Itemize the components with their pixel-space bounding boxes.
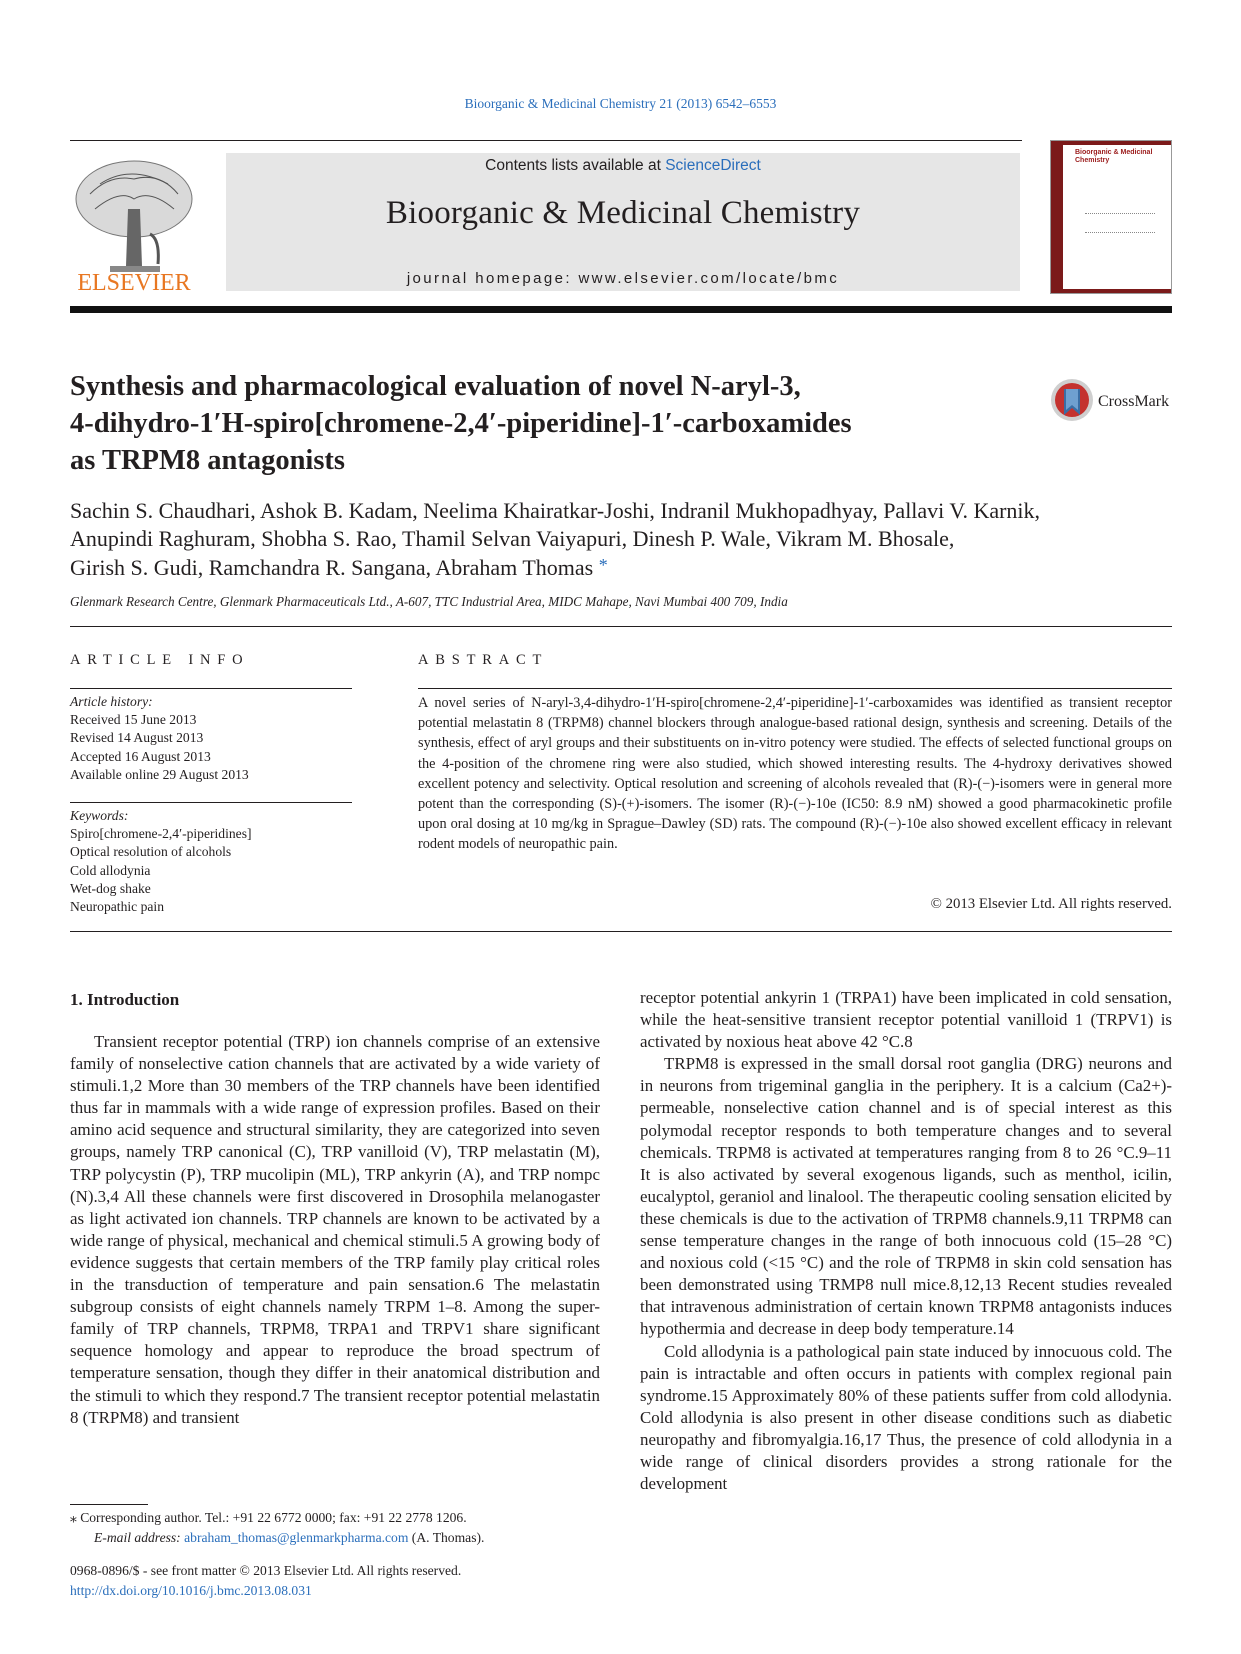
journal-citation-link[interactable]: Bioorganic & Medicinal Chemistry 21 (2013) 6542–6553 bbox=[464, 96, 777, 111]
elsevier-wordmark: ELSEVIER bbox=[77, 270, 191, 294]
keywords-rule bbox=[70, 802, 352, 803]
intro-paragraph-1-continued: receptor potential ankyrin 1 (TRPA1) have been implicated in cold sensation, while the heat-sensitive transient receptor potential vanilloid 1 (TRPV1) is activated by noxious heat above 42 °C.8 bbox=[640, 988, 1172, 1052]
journal-title: Bioorganic & Medicinal Chemistry bbox=[385, 195, 861, 231]
sciencedirect-link[interactable]: ScienceDirect bbox=[665, 157, 761, 174]
journal-cover-thumbnail[interactable] bbox=[1050, 140, 1172, 294]
keywords-label: Keywords: bbox=[70, 808, 129, 823]
cover-title: Bioorganic & Medicinal Chemistry bbox=[1075, 149, 1153, 164]
keyword: Spiro[chromene-2,4′-piperidines] bbox=[70, 826, 252, 842]
intro-paragraph-1: Transient receptor potential (TRP) ion channels comprise of an extensive family of nonselective cation channels that are activated by a wide variety of stimuli.1,2 More than 30 members of the TRP channels have been identified thus far in mammals with a wide range of expression profiles. Based on their amino acid sequence and structural similarity, they are categorized into seven groups, namely TRP canonical (C), TRP vanilloid (V), TRP melastatin (M), TRP polycystin (P), TRP mucolipin (ML), TRP ankyrin (A), and TRP nompc (N).3,4 All these channels were first discovered in Drosophila melanogaster as light activated ion channels. TRP channels are known to be activated by a wide range of physical, mechanical and chemical stimuli.5 A growing body of evidence suggests that certain members of the TRP family play critical roles in the transduction of temperature and pain sensation.6 The melastatin subgroup consists of eight channels namely TRPM 1–8. Among the super-family of TRP channels, TRPM8, TRPA1 and TRPV1 share significant sequence homology and appear to reproduce the broad spectrum of temperature sensation, though they differ in their anatomical distribution and the stimuli to which they respond.7 The transient receptor potential melastatin 8 (TRPM8) and transient bbox=[70, 1032, 600, 1427]
journal-homepage[interactable]: journal homepage: www.elsevier.com/locate/bmc bbox=[406, 270, 840, 287]
article-title-line-3: as TRPM8 antagonists bbox=[70, 445, 346, 476]
doi-link[interactable]: http://dx.doi.org/10.1016/j.bmc.2013.08.031 bbox=[70, 1583, 312, 1598]
crossmark-label: CrossMark bbox=[1098, 393, 1170, 410]
author-list bbox=[70, 497, 1180, 582]
keyword: Wet-dog shake bbox=[70, 880, 151, 896]
elsevier-logo bbox=[70, 154, 198, 294]
article-info-heading: ARTICLE INFO bbox=[70, 652, 250, 668]
article-history-label: Article history: bbox=[70, 694, 153, 709]
affiliation: Glenmark Research Centre, Glenmark Pharmaceuticals Ltd., A-607, TTC Industrial Area, MIDC Mahape, Navi Mumbai 400 709, India bbox=[70, 594, 788, 609]
crossmark-icon bbox=[1051, 379, 1093, 421]
abstract-heading: ABSTRACT bbox=[418, 652, 549, 668]
keywords-list bbox=[70, 807, 360, 916]
contents-line: Contents lists available at ScienceDirect bbox=[485, 157, 761, 174]
abstract-text: A novel series of N-aryl-3,4-dihydro-1′H-spiro[chromene-2,4′-piperidine]-1′-carboxamides was identified as transient receptor potential melastatin 8 (TRPM8) channel blockers through analogue-based rational design, synthesis and screening. Details of the synthesis, effect of aryl groups and their substituents on in-vitro potency were studied. The effects of selected functional groups on the 4-position of the chromene ring were also studied, which showed interesting results. The 4-hydroxy derivatives showed excellent potency and selectivity. Optical resolution and screening of alcohols revealed that (R)-(−)-isomers were in general more potent than the corresponding (S)-(+)-isomers. The isomer (R)-(−)-10e (IC50: 8.9 nM) showed a good pharmacokinetic profile upon oral dosing at 10 mg/kg in Sprague–Dawley (SD) rats. The compound (R)-(−)-10e also showed excellent efficacy in relevant rodent models of neuropathic pain. bbox=[418, 695, 1172, 853]
history-revised: Revised 14 August 2013 bbox=[70, 730, 204, 746]
keyword: Optical resolution of alcohols bbox=[70, 844, 232, 860]
corresponding-author-mark[interactable]: * bbox=[598, 555, 608, 575]
author-line-3: Girish S. Gudi, Ramchandra R. Sangana, Abraham Thomas bbox=[70, 555, 594, 580]
email-suffix: (A. Thomas). bbox=[408, 1530, 485, 1545]
email-link[interactable]: abraham_thomas@glenmarkpharma.com bbox=[184, 1530, 409, 1545]
history-online: Available online 29 August 2013 bbox=[70, 766, 249, 782]
abstract-end-rule bbox=[70, 931, 1172, 932]
article-title bbox=[70, 368, 970, 479]
keyword: Cold allodynia bbox=[70, 862, 151, 878]
issn-line: 0968-0896/$ - see front matter © 2013 Elsevier Ltd. All rights reserved. bbox=[70, 1563, 462, 1578]
article-info-rule bbox=[70, 688, 352, 689]
header-thick-rule bbox=[70, 306, 1172, 313]
article-history bbox=[70, 693, 360, 784]
article-title-line-2: 4-dihydro-1′H-spiro[chromene-2,4′-piperidine]-1′-carboxamides bbox=[70, 408, 852, 439]
footnote-rule bbox=[70, 1504, 148, 1505]
header-rule bbox=[70, 140, 1022, 141]
body-column-right bbox=[640, 987, 1172, 1495]
abstract-rule bbox=[418, 688, 1172, 689]
intro-paragraph-3: Cold allodynia is a pathological pain state induced by innocuous cold. The pain is intractable and often occurs in patients with complex regional pain syndrome.15 Approximately 80% of these patients suffer from cold allodynia. Cold allodynia is also present in other disease conditions such as diabetic neuropathy and fibromyalgia.16,17 Thus, the presence of cold allodynia in a wide range of clinical disorders provides a strong rationale for the development bbox=[640, 1341, 1172, 1494]
author-line-1: Sachin S. Chaudhari, Ashok B. Kadam, Neelima Khairatkar-Joshi, Indranil Mukhopadhyay, Pallavi V. Karnik, bbox=[70, 498, 1041, 523]
corresponding-author-line: ⁎ Corresponding author. Tel.: +91 22 6772 0000; fax: +91 22 2778 1206. bbox=[70, 1510, 467, 1525]
corresponding-author-footnote bbox=[70, 1508, 610, 1548]
email-label: E-mail address: bbox=[94, 1530, 185, 1545]
keyword: Neuropathic pain bbox=[70, 899, 164, 915]
crossmark-badge[interactable] bbox=[1050, 377, 1175, 423]
body-column-left bbox=[70, 1031, 600, 1429]
journal-banner bbox=[226, 153, 1020, 291]
history-accepted: Accepted 16 August 2013 bbox=[70, 748, 211, 764]
abstract-copyright: © 2013 Elsevier Ltd. All rights reserved. bbox=[930, 896, 1172, 912]
introduction-heading: 1. Introduction bbox=[70, 990, 180, 1009]
author-line-2: Anupindi Raghuram, Shobha S. Rao, Thamil Selvan Vaiyapuri, Dinesh P. Wale, Vikram M. Bhosale, bbox=[70, 525, 955, 551]
article-title-line-1: Synthesis and pharmacological evaluation of novel N-aryl-3, bbox=[70, 371, 801, 402]
affiliation-rule bbox=[70, 626, 1172, 627]
intro-paragraph-2: TRPM8 is expressed in the small dorsal root ganglia (DRG) neurons and in neurons from trigeminal ganglia in the periphery. It is a calcium (Ca2+)-permeable, nonselective cation channel and is of special interest as this polymodal receptor responds to both temperature changes and to several chemicals. TRPM8 is activated at temperatures ranging from 8 to 26 °C.9–11 It is also activated by several exogenous ligands, such as menthol, icilin, eucalyptol, geraniol and linalool. The therapeutic cooling sensation elicited by these chemicals is due to the activation of TRPM8 channels.9,11 TRPM8 can sense temperature changes in the range of both innocuous cold (15–28 °C) and noxious cold (<15 °C) and the role of TRPM8 in skin cold sensation has been demonstrated using TRMP8 null mice.8,12,13 Recent studies revealed that intravenous administration of certain known TRPM8 antagonists induces hypothermia and decrease in deep body temperature.14 bbox=[640, 1054, 1172, 1339]
issn-block bbox=[70, 1561, 610, 1601]
history-received: Received 15 June 2013 bbox=[70, 712, 197, 728]
elsevier-tree-icon bbox=[70, 154, 198, 294]
